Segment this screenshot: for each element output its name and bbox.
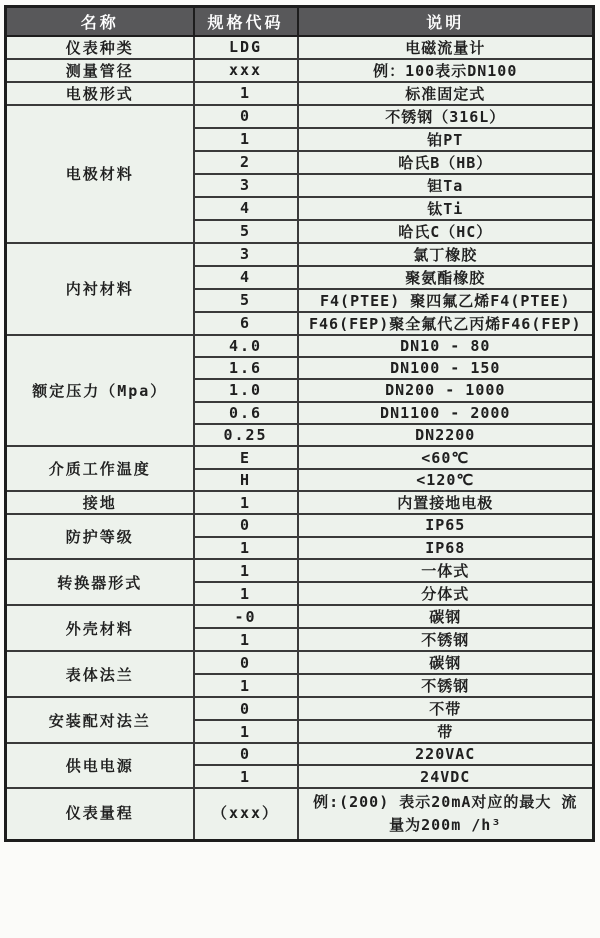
code-cell: 1	[194, 628, 298, 651]
desc-cell: 电磁流量计	[298, 36, 594, 59]
code-cell: 1	[194, 82, 298, 105]
desc-cell: 钽Ta	[298, 174, 594, 197]
desc-cell: 碳钢	[298, 651, 594, 674]
desc-cell: DN10 - 80	[298, 335, 594, 357]
group-name-cell: 介质工作温度	[6, 446, 194, 491]
group-name-cell: 仪表种类	[6, 36, 194, 59]
header-row	[6, 7, 594, 36]
desc-cell: 聚氨酯橡胶	[298, 266, 594, 289]
desc-cell: 不带	[298, 697, 594, 720]
table-row	[6, 491, 594, 514]
desc-cell: 例:(200) 表示20mA对应的最大 流量为200m /h³	[298, 788, 594, 841]
table-row	[6, 59, 594, 82]
code-cell: 4.0	[194, 335, 298, 357]
code-cell: 1	[194, 537, 298, 559]
spec-table	[4, 5, 595, 842]
group-name-cell: 表体法兰	[6, 651, 194, 697]
code-cell: 5	[194, 289, 298, 312]
table-row	[6, 243, 594, 266]
code-cell: 0	[194, 105, 298, 128]
code-cell: -0	[194, 605, 298, 628]
desc-cell: 不锈钢	[298, 674, 594, 697]
column-header-name: 名称	[6, 7, 194, 36]
desc-cell: 标准固定式	[298, 82, 594, 105]
desc-cell: 分体式	[298, 582, 594, 605]
group-name-cell: 防护等级	[6, 514, 194, 559]
table-row	[6, 559, 594, 582]
table-row	[6, 743, 594, 765]
desc-cell: DN200 - 1000	[298, 379, 594, 401]
desc-cell: <120℃	[298, 469, 594, 491]
desc-cell: 24VDC	[298, 765, 594, 787]
code-cell: 5	[194, 220, 298, 243]
desc-cell: 不锈钢	[298, 628, 594, 651]
desc-cell: 钛Ti	[298, 197, 594, 220]
code-cell: 1	[194, 582, 298, 605]
group-name-cell: 电极材料	[6, 105, 194, 243]
desc-cell: 内置接地电极	[298, 491, 594, 514]
desc-cell: IP65	[298, 514, 594, 536]
desc-cell: DN1100 - 2000	[298, 402, 594, 424]
code-cell: 1	[194, 559, 298, 582]
desc-cell: DN100 - 150	[298, 357, 594, 379]
group-name-cell: 电极形式	[6, 82, 194, 105]
desc-cell: 哈氏B（HB）	[298, 151, 594, 174]
table-row	[6, 605, 594, 628]
column-header-desc: 说明	[298, 7, 594, 36]
code-cell: LDG	[194, 36, 298, 59]
table-row	[6, 446, 594, 468]
desc-cell: 不锈钢（316L）	[298, 105, 594, 128]
code-cell: 1	[194, 128, 298, 151]
desc-cell: <60℃	[298, 446, 594, 468]
group-name-cell: 额定压力（Mpa）	[6, 335, 194, 447]
code-cell: 1	[194, 765, 298, 787]
table-row	[6, 514, 594, 536]
desc-cell: 一体式	[298, 559, 594, 582]
desc-cell: 例：100表示DN100	[298, 59, 594, 82]
code-cell: 0	[194, 651, 298, 674]
code-cell: 4	[194, 266, 298, 289]
code-cell: 6	[194, 312, 298, 335]
code-cell: 3	[194, 243, 298, 266]
code-cell: 1.0	[194, 379, 298, 401]
desc-cell: 碳钢	[298, 605, 594, 628]
code-cell: 1	[194, 674, 298, 697]
table-row	[6, 82, 594, 105]
code-cell: （xxx）	[194, 788, 298, 841]
table-row	[6, 651, 594, 674]
code-cell: xxx	[194, 59, 298, 82]
group-name-cell: 转换器形式	[6, 559, 194, 605]
code-cell: 0	[194, 514, 298, 536]
code-cell: 2	[194, 151, 298, 174]
group-name-cell: 供电电源	[6, 743, 194, 788]
code-cell: 3	[194, 174, 298, 197]
desc-cell: DN2200	[298, 424, 594, 446]
code-cell: 1	[194, 491, 298, 514]
group-name-cell: 内衬材料	[6, 243, 194, 335]
code-cell: 0.6	[194, 402, 298, 424]
desc-cell: 氯丁橡胶	[298, 243, 594, 266]
code-cell: E	[194, 446, 298, 468]
code-cell: H	[194, 469, 298, 491]
table-row	[6, 788, 594, 841]
desc-cell: IP68	[298, 537, 594, 559]
code-cell: 1	[194, 720, 298, 743]
group-name-cell: 仪表量程	[6, 788, 194, 841]
spec-table-body	[6, 36, 594, 841]
code-cell: 0	[194, 697, 298, 720]
desc-cell: 铂PT	[298, 128, 594, 151]
code-cell: 0.25	[194, 424, 298, 446]
table-row	[6, 697, 594, 720]
desc-cell: 哈氏C（HC）	[298, 220, 594, 243]
desc-cell: 带	[298, 720, 594, 743]
code-cell: 1.6	[194, 357, 298, 379]
code-cell: 0	[194, 743, 298, 765]
desc-cell: F4(PTEE) 聚四氟乙烯F4(PTEE)	[298, 289, 594, 312]
group-name-cell: 安装配对法兰	[6, 697, 194, 743]
group-name-cell: 外壳材料	[6, 605, 194, 651]
table-row	[6, 36, 594, 59]
code-cell: 4	[194, 197, 298, 220]
table-row	[6, 105, 594, 128]
column-header-code: 规格代码	[194, 7, 298, 36]
group-name-cell: 测量管径	[6, 59, 194, 82]
group-name-cell: 接地	[6, 491, 194, 514]
table-row	[6, 335, 594, 357]
desc-cell: F46(FEP)聚全氟代乙丙烯F46(FEP)	[298, 312, 594, 335]
desc-cell: 220VAC	[298, 743, 594, 765]
